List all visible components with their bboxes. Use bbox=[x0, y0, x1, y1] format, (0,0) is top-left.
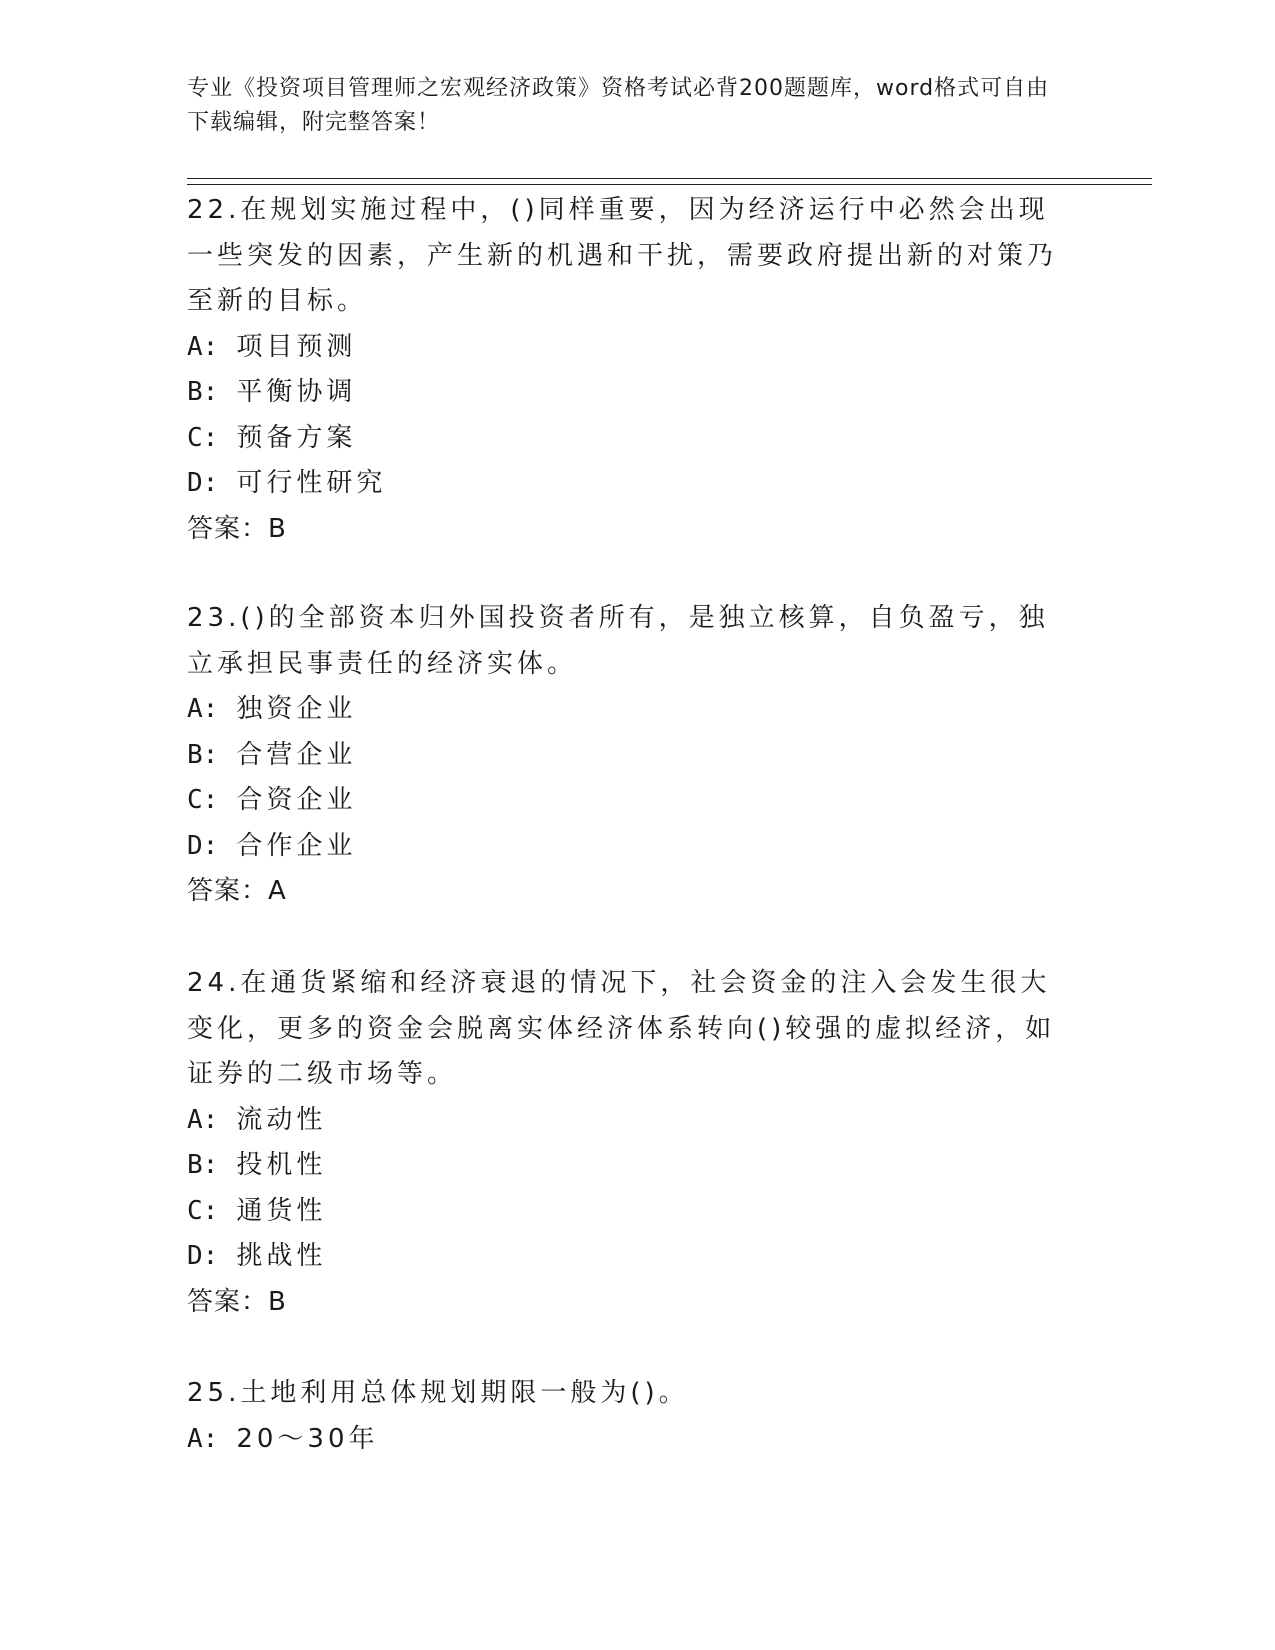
answer-line: 答案：A bbox=[187, 876, 287, 906]
option-text: 流动性 bbox=[236, 1104, 327, 1135]
answer-line: 答案：B bbox=[187, 1286, 287, 1317]
option-a bbox=[187, 325, 1067, 371]
option-a bbox=[187, 1417, 1067, 1463]
option-letter: A: bbox=[187, 1423, 219, 1454]
option-letter: A: bbox=[187, 694, 219, 724]
option-text: 可行性研究 bbox=[236, 468, 387, 498]
option-d bbox=[187, 1234, 1067, 1280]
option-text: 20～30年 bbox=[236, 1423, 379, 1454]
question-text: 22.在规划实施过程中，()同样重要，因为经济运行中必然会出现一些突发的因素，产生新的机遇和干扰，需要政府提出新的对策乃至新的目标。 bbox=[187, 195, 1058, 316]
option-text: 合作企业 bbox=[236, 830, 357, 861]
option-text: 合营企业 bbox=[236, 739, 357, 770]
question-25 bbox=[187, 1371, 1067, 1462]
option-b bbox=[187, 1143, 1067, 1189]
option-letter: B: bbox=[187, 739, 219, 770]
option-text: 挑战性 bbox=[236, 1241, 327, 1271]
option-c bbox=[187, 778, 1067, 824]
answer-line: 答案：B bbox=[187, 513, 287, 544]
question-22 bbox=[187, 188, 1067, 552]
option-c bbox=[187, 416, 1067, 462]
question-23 bbox=[187, 596, 1067, 915]
option-letter: C: bbox=[187, 422, 219, 453]
option-a bbox=[187, 1098, 1067, 1144]
option-letter: B: bbox=[187, 1150, 219, 1180]
option-letter: A: bbox=[187, 331, 219, 362]
option-letter: D: bbox=[187, 830, 219, 861]
question-text: 25.土地利用总体规划期限一般为()。 bbox=[187, 1378, 689, 1408]
header-divider-bottom bbox=[187, 184, 1152, 185]
option-text: 独资企业 bbox=[236, 694, 357, 724]
option-letter: C: bbox=[187, 785, 219, 815]
option-text: 合资企业 bbox=[236, 785, 357, 815]
option-text: 预备方案 bbox=[236, 422, 357, 453]
option-d bbox=[187, 824, 1067, 870]
option-letter: D: bbox=[187, 468, 219, 498]
option-b bbox=[187, 733, 1067, 779]
question-text: 24.在通货紧缩和经济衰退的情况下，社会资金的注入会发生很大变化，更多的资金会脱离实体经济体系转向()较强的虚拟经济，如证券的二级市场等。 bbox=[187, 968, 1056, 1089]
question-text: 23.()的全部资本归外国投资者所有，是独立核算，自负盈亏，独立承担民事责任的经济实体。 bbox=[187, 603, 1049, 679]
option-text: 项目预测 bbox=[236, 331, 357, 362]
option-text: 通货性 bbox=[236, 1195, 327, 1226]
option-b bbox=[187, 370, 1067, 416]
header-divider-top bbox=[187, 178, 1152, 179]
option-text: 投机性 bbox=[236, 1150, 327, 1180]
option-letter: A: bbox=[187, 1104, 219, 1135]
option-a bbox=[187, 687, 1067, 733]
question-24 bbox=[187, 961, 1067, 1325]
document-header: 专业《投资项目管理师之宏观经济政策》资格考试必背200题题库，word格式可自由下载编辑，附完整答案！ bbox=[187, 76, 1050, 135]
option-d bbox=[187, 461, 1067, 507]
option-letter: B: bbox=[187, 377, 219, 407]
option-letter: D: bbox=[187, 1241, 219, 1271]
option-letter: C: bbox=[187, 1195, 219, 1226]
option-text: 平衡协调 bbox=[236, 377, 357, 407]
option-c bbox=[187, 1189, 1067, 1235]
